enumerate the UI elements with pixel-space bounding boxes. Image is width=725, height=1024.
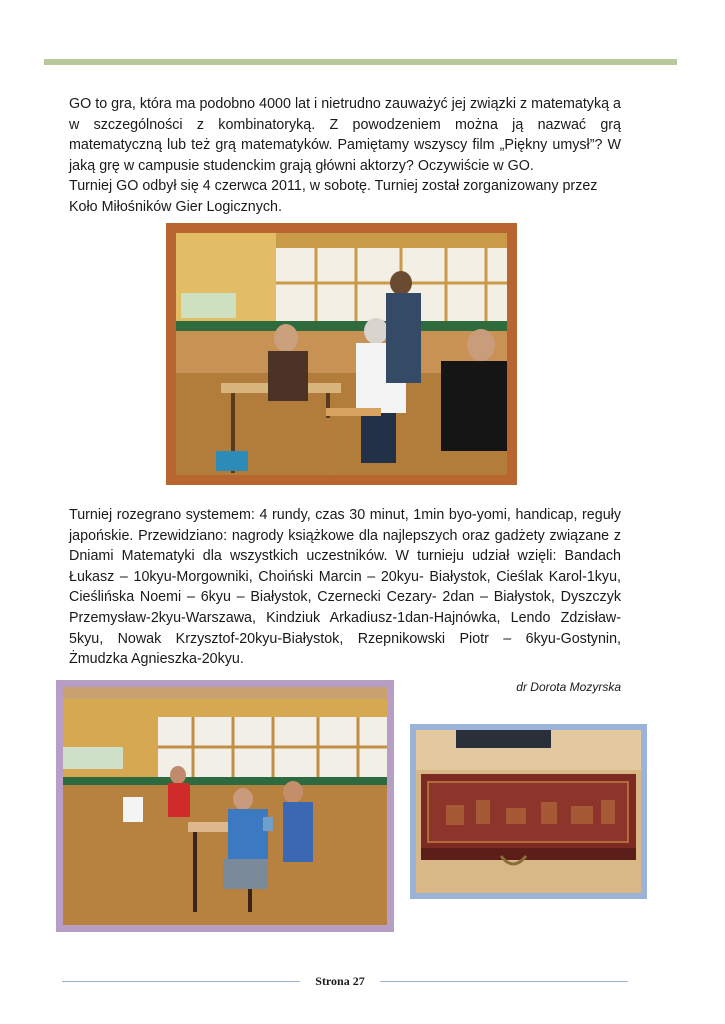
tournament-photo-main <box>166 223 517 485</box>
tournament-details-paragraph: Turniej rozegrano systemem: 4 rundy, czas 30 minut, 1min byo-yomi, handicap, reguły japońskie. Przewidziano: nagrody książkowe dla najlepszych oraz gadżety związane z Dniami Matematyki dla wszystkich uczestników. W turnieju udział wzięli: Bandach Łukasz – 10kyu-Morgowniki, Choiński Marcin – 20kyu- Białystok, Cieślak Karol-1kyu, Cieślińska Noemi – 6kyu – Białystok, Czernecki Cezary- 2dan – Białystok, Dyszczyk Przemysław-2kyu-Warszawa, Kindziuk Arkadiusz-1dan-Hajnówka, Lendo Zdzisław-5kyu, Nowak Krzysztof-20kyu-Białystok, Rzepnikowski Piotr – 6kyu-Gostynin, Żmudzka Agnieszka-20kyu. <box>69 507 621 668</box>
intro-text <box>69 94 621 218</box>
tournament-photo-hall <box>56 680 394 932</box>
go-board-case-photo <box>410 724 647 899</box>
page-number: Strona 27 <box>315 974 365 988</box>
footer-rule-left <box>62 981 300 982</box>
author-signature: dr Dorota Mozyrska <box>516 680 621 694</box>
header-rule <box>44 59 677 65</box>
paragraph-tournament-date: Turniej GO odbył się 4 czerwca 2011, w sobotę. Turniej został zorganizowany przez Koło Miłośników Gier Logicznych. <box>69 178 598 215</box>
paragraph-go-intro: GO to gra, która ma podobno 4000 lat i nietrudno zauważyć jej związki z matematyką a w szczególności z kombinatoryką. Z powodzeniem można ją nazwać grą matematyczną lub też grą matematyków. Pamiętamy wszyscy film „Piękny umysł”? W jaką grę w campusie studenckim grają główni aktorzy? Oczywiście w GO. <box>69 96 621 174</box>
footer-rule-right <box>380 981 628 982</box>
